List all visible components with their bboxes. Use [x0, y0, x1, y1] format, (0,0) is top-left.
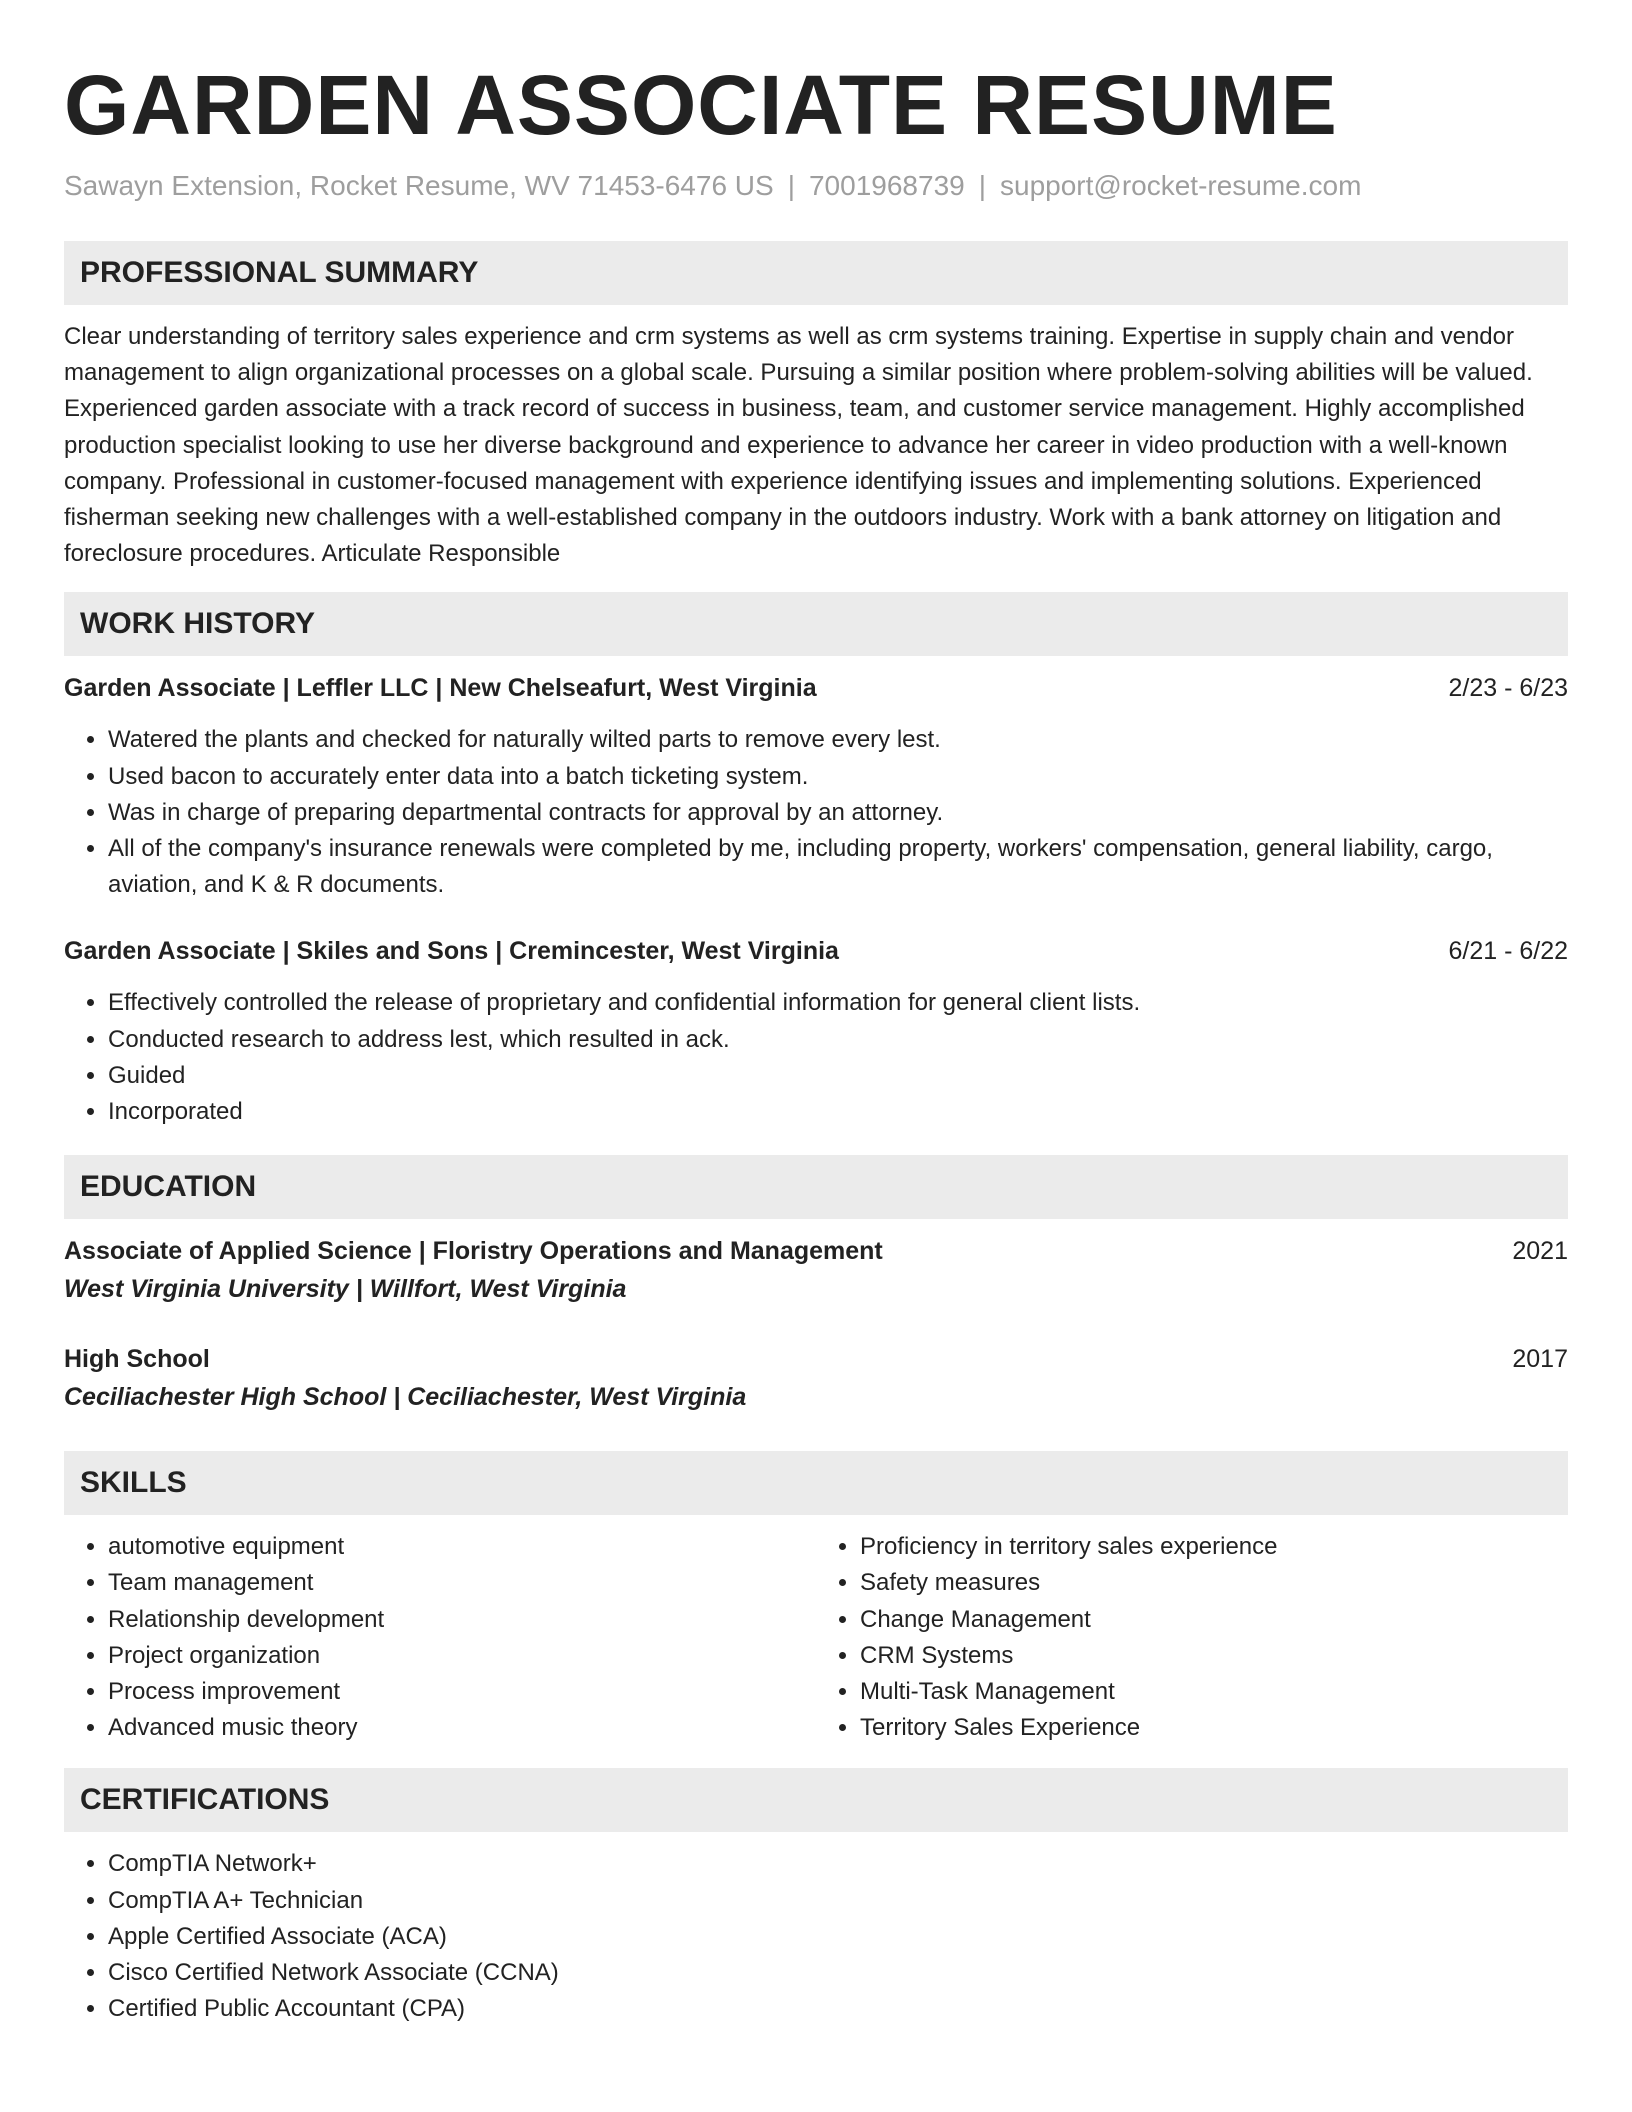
certification-item: • Certified Public Accountant (CPA): [108, 1991, 1568, 2027]
contact-email: support@rocket-resume.com: [1000, 170, 1362, 201]
skill-item: • Advanced music theory: [108, 1710, 816, 1746]
education-degree: Associate of Applied Science | Floristry Operations and Management: [64, 1237, 883, 1266]
education-school: Ceciliachester High School | Ceciliachester, West Virginia: [64, 1383, 747, 1412]
skill-item: • Territory Sales Experience: [860, 1710, 1568, 1746]
job-bullet: • Guided: [108, 1058, 1568, 1094]
skill-item: • CRM Systems: [860, 1638, 1568, 1674]
contact-separator: |: [978, 170, 986, 201]
certification-item: • Cisco Certified Network Associate (CCNA): [108, 1955, 1568, 1991]
skill-item: • Process improvement: [108, 1674, 816, 1710]
job-bullet: • Used bacon to accurately enter data into a batch ticketing system.: [108, 759, 1568, 795]
work-history-heading: WORK HISTORY: [64, 592, 1568, 656]
education-entry: [64, 1341, 1568, 1415]
contact-separator: |: [787, 170, 795, 201]
skill-item: • Proficiency in territory sales experience: [860, 1529, 1568, 1565]
skill-item: • Safety measures: [860, 1565, 1568, 1601]
skills-list-right: [816, 1529, 1568, 1746]
certification-item: • Apple Certified Associate (ACA): [108, 1919, 1568, 1955]
resume-title: GARDEN ASSOCIATE RESUME: [64, 58, 1338, 152]
job-dates: 2/23 - 6/23: [1448, 674, 1568, 703]
job-bullet: • Effectively controlled the release of proprietary and confidential information for general client lists.: [108, 985, 1568, 1021]
job-bullet: • Watered the plants and checked for naturally wilted parts to remove every lest.: [108, 722, 1568, 758]
contact-address: Sawayn Extension, Rocket Resume, WV 71453-6476 US: [64, 170, 774, 201]
job-entry: [64, 933, 1568, 1130]
certifications-heading: CERTIFICATIONS: [64, 1768, 1568, 1832]
summary-text: Clear understanding of territory sales experience and crm systems as well as crm systems training. Expertise in supply chain and vendor management to align organizational processes on a global scale. Pursuing a similar position where problem-solving abilities will be valued. Experienced garden associate with a track record of success in business, team, and customer service management. Highly accomplished production specialist looking to use her diverse background and experience to advance her career in video production with a well-known company. Professional in customer-focused management with experience identifying issues and implementing solutions. Experienced fisherman seeking new challenges with a well-established company in the outdoors industry. Work with a bank attorney on litigation and foreclosure procedures. Articulate Responsible: [64, 323, 1533, 568]
job-bullet: • Conducted research to address lest, which resulted in ack.: [108, 1022, 1568, 1058]
job-bullet: • Was in charge of preparing departmental contracts for approval by an attorney.: [108, 795, 1568, 831]
job-entry: [64, 670, 1568, 903]
education-school: West Virginia University | Willfort, West Virginia: [64, 1275, 627, 1304]
job-header: [64, 933, 1568, 969]
skill-item: • Relationship development: [108, 1602, 816, 1638]
job-bullet: • All of the company's insurance renewals were completed by me, including property, workers' compensation, general liability, cargo, aviation, and K & R documents.: [108, 831, 1568, 903]
skills-list-left: [64, 1529, 816, 1746]
skill-item: • automotive equipment: [108, 1529, 816, 1565]
contact-phone: 7001968739: [808, 170, 965, 201]
job-title: Garden Associate | Leffler LLC | New Chelseafurt, West Virginia: [64, 674, 817, 703]
skill-item: • Change Management: [860, 1602, 1568, 1638]
job-header: [64, 670, 1568, 706]
education-year: 2017: [1512, 1345, 1568, 1374]
education-header: [64, 1233, 1568, 1269]
job-bullet: • Incorporated: [108, 1094, 1568, 1130]
certifications-list: [64, 1846, 1568, 2027]
education-header: [64, 1341, 1568, 1377]
certification-item: • CompTIA Network+: [108, 1846, 1568, 1882]
skills-heading: SKILLS: [64, 1451, 1568, 1515]
education-entry: [64, 1233, 1568, 1307]
skill-item: • Team management: [108, 1565, 816, 1601]
contact-line: [64, 168, 1568, 204]
skill-item: • Project organization: [108, 1638, 816, 1674]
job-bullets: [64, 985, 1568, 1130]
summary-heading: PROFESSIONAL SUMMARY: [64, 241, 1568, 305]
skills-columns: [64, 1529, 1568, 1746]
skill-item: • Multi-Task Management: [860, 1674, 1568, 1710]
education-degree: High School: [64, 1345, 210, 1374]
job-dates: 6/21 - 6/22: [1448, 937, 1568, 966]
education-year: 2021: [1512, 1237, 1568, 1266]
job-title: Garden Associate | Skiles and Sons | Cremincester, West Virginia: [64, 937, 839, 966]
job-bullets: [64, 722, 1568, 903]
education-heading: EDUCATION: [64, 1155, 1568, 1219]
certification-item: • CompTIA A+ Technician: [108, 1883, 1568, 1919]
